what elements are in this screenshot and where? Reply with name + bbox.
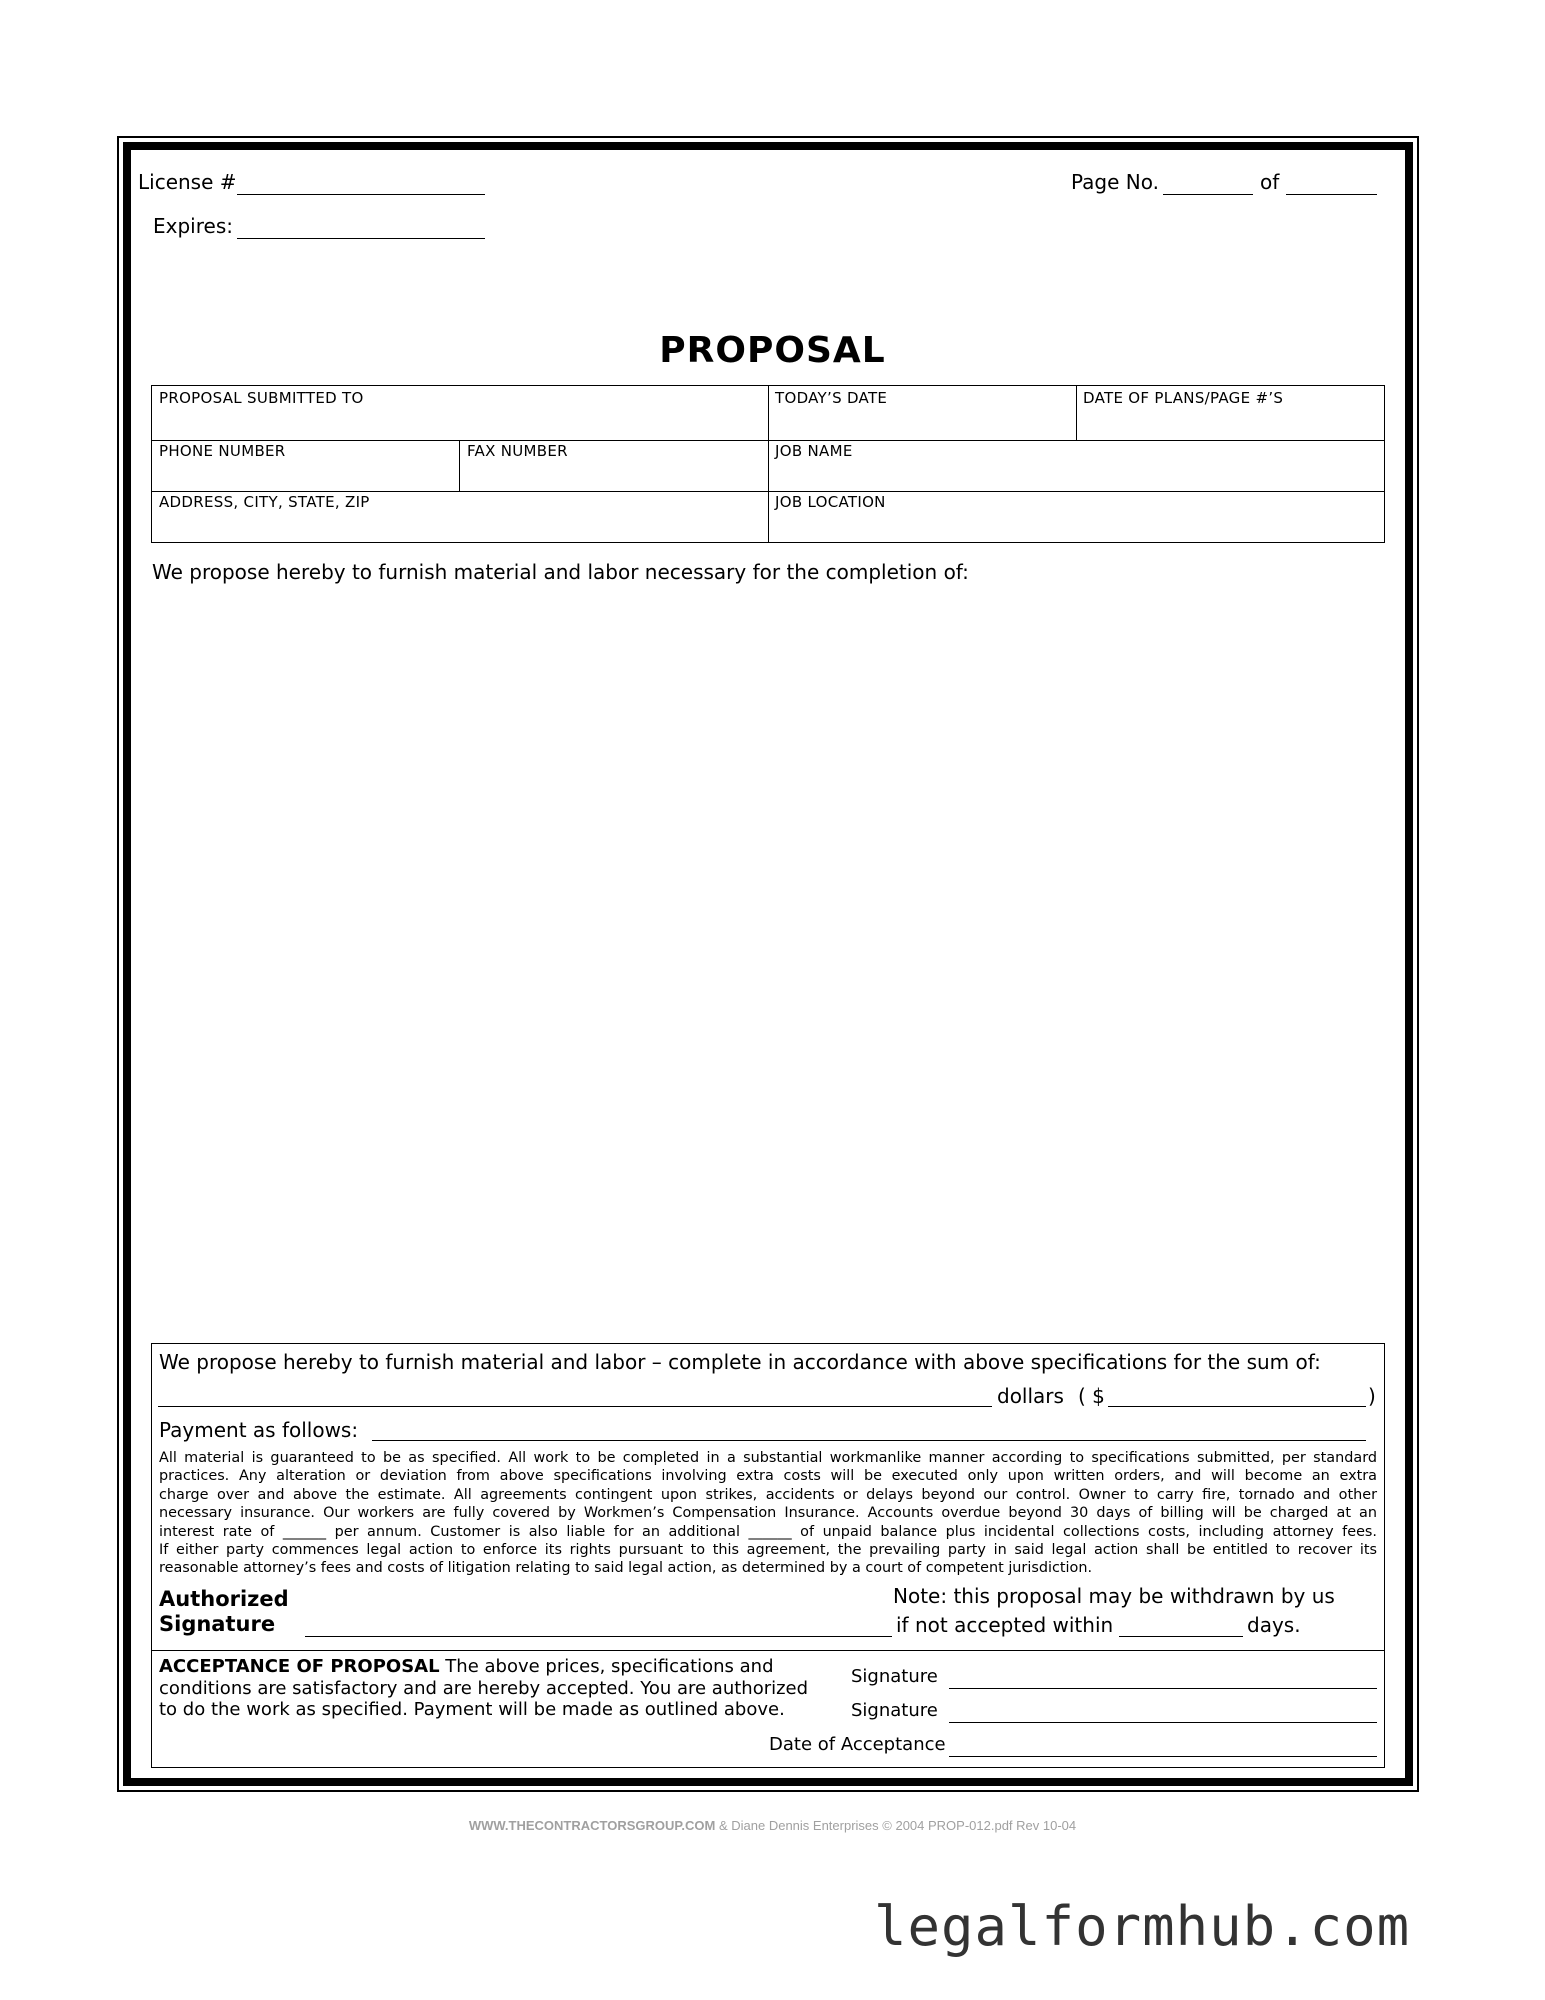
acceptance-text-line3: to do the work as specified. Payment will be made as outlined above. bbox=[159, 1699, 785, 1720]
scope-description-area[interactable] bbox=[152, 595, 1384, 1330]
footer-site-link: WWW.THECONTRACTORSGROUP.COM bbox=[468, 1818, 716, 1833]
withdraw-note-suffix: days. bbox=[1247, 1613, 1301, 1637]
authorized-label-line2: Signature bbox=[159, 1612, 276, 1636]
signature1-label: Signature bbox=[851, 1666, 938, 1687]
dollar-amount-open: ( $ bbox=[1078, 1384, 1105, 1408]
date-of-acceptance-field[interactable] bbox=[949, 1756, 1377, 1757]
terms-line: If either party commences legal action to enforce its rights pursuant to this agreement, the prevailing party in said legal action shall be entitled to recover its bbox=[159, 1542, 1377, 1559]
job-name-field[interactable] bbox=[769, 441, 1384, 491]
dollars-label: dollars bbox=[997, 1384, 1064, 1408]
fax-number-label: FAX NUMBER bbox=[467, 442, 568, 460]
acceptance-text bbox=[159, 1656, 808, 1721]
job-name-label: JOB NAME bbox=[775, 442, 853, 460]
date-of-acceptance-label: Date of Acceptance bbox=[769, 1734, 946, 1755]
signature2-label: Signature bbox=[851, 1700, 938, 1721]
terms-line: reasonable attorney’s fees and costs of litigation relating to said legal action, as determined by a court of competent jurisdiction. bbox=[159, 1560, 1093, 1577]
page-no-label: Page No. bbox=[1071, 170, 1159, 194]
terms-line: necessary insurance. Our workers are fully covered by Workmen’s Compensation Insurance. Accounts overdue beyond 30 days of billing will be charged at an bbox=[159, 1505, 1377, 1522]
terms-line: interest rate of ______ per annum. Customer is also liable for an additional ______ of unpaid balance plus incidental collections costs, including attorney fees. bbox=[159, 1523, 1377, 1540]
sum-intro: We propose hereby to furnish material and labor – complete in accordance with above specifications for the sum of: bbox=[159, 1350, 1321, 1374]
footer-copyright bbox=[0, 1818, 1545, 1833]
address-field[interactable] bbox=[152, 492, 767, 542]
withdraw-note-prefix: if not accepted within bbox=[896, 1613, 1114, 1637]
proposal-submitted-to-label: PROPOSAL SUBMITTED TO bbox=[159, 389, 364, 407]
address-label: ADDRESS, CITY, STATE, ZIP bbox=[159, 493, 370, 511]
sum-words-field[interactable] bbox=[158, 1406, 992, 1407]
footer-copyright-text: & Diane Dennis Enterprises © 2004 PROP-012.pdf Rev 10-04 bbox=[715, 1818, 1077, 1833]
sum-amount-field[interactable] bbox=[1108, 1406, 1366, 1407]
acceptance-divider bbox=[151, 1650, 1385, 1651]
phone-number-label: PHONE NUMBER bbox=[159, 442, 286, 460]
authorized-signature-field[interactable] bbox=[305, 1636, 892, 1637]
terms-line: practices. Any alteration or deviation from above specifications involving extra costs will be executed only upon written orders, and will become an extra bbox=[159, 1468, 1377, 1485]
payment-label: Payment as follows: bbox=[159, 1418, 359, 1442]
job-location-label: JOB LOCATION bbox=[775, 493, 886, 511]
proposal-submitted-to-field[interactable] bbox=[152, 386, 767, 439]
dollar-amount-close: ) bbox=[1368, 1384, 1376, 1408]
terms-line: All material is guaranteed to be as specified. All work to be completed in a substantial workmanlike manner according to specifications submitted, per standard bbox=[159, 1450, 1377, 1466]
acceptance-text-line1: The above prices, specifications and bbox=[439, 1656, 774, 1677]
page-title: PROPOSAL bbox=[659, 330, 886, 371]
withdraw-note-line1: Note: this proposal may be withdrawn by us bbox=[893, 1584, 1335, 1608]
scope-intro: We propose hereby to furnish material and labor necessary for the completion of: bbox=[152, 560, 969, 584]
watermark-text: legalformhub.com bbox=[874, 1895, 1411, 1958]
acceptance-text-line2: conditions are satisfactory and are hereby accepted. You are authorized bbox=[159, 1677, 809, 1699]
date-of-plans-label: DATE OF PLANS/PAGE #’S bbox=[1083, 389, 1284, 407]
payment-terms-field[interactable] bbox=[372, 1440, 1366, 1441]
authorized-label-line1: Authorized bbox=[159, 1587, 289, 1611]
todays-date-label: TODAY’S DATE bbox=[775, 389, 888, 407]
license-field[interactable] bbox=[237, 194, 485, 195]
date-of-plans-field[interactable] bbox=[1077, 386, 1384, 439]
expires-field[interactable] bbox=[237, 238, 485, 239]
signature2-field[interactable] bbox=[949, 1722, 1377, 1723]
terms-line: charge over and above the estimate. All agreements contingent upon strikes, accidents or delays beyond our control. Owner to carry fire, tornado and other bbox=[159, 1486, 1377, 1503]
signature1-field[interactable] bbox=[949, 1688, 1377, 1689]
acceptance-days-field[interactable] bbox=[1119, 1636, 1243, 1637]
page-no-field[interactable] bbox=[1163, 194, 1253, 195]
phone-number-field[interactable] bbox=[152, 441, 458, 491]
expires-label: Expires: bbox=[153, 214, 233, 238]
todays-date-field[interactable] bbox=[769, 386, 1075, 439]
job-location-field[interactable] bbox=[769, 492, 1384, 542]
page-total-field[interactable] bbox=[1286, 194, 1377, 195]
terms-text bbox=[159, 1449, 1377, 1578]
page-of-label: of bbox=[1260, 170, 1280, 194]
fax-number-field[interactable] bbox=[460, 441, 767, 491]
license-label: License # bbox=[138, 170, 237, 194]
acceptance-heading: ACCEPTANCE OF PROPOSAL bbox=[159, 1656, 440, 1677]
